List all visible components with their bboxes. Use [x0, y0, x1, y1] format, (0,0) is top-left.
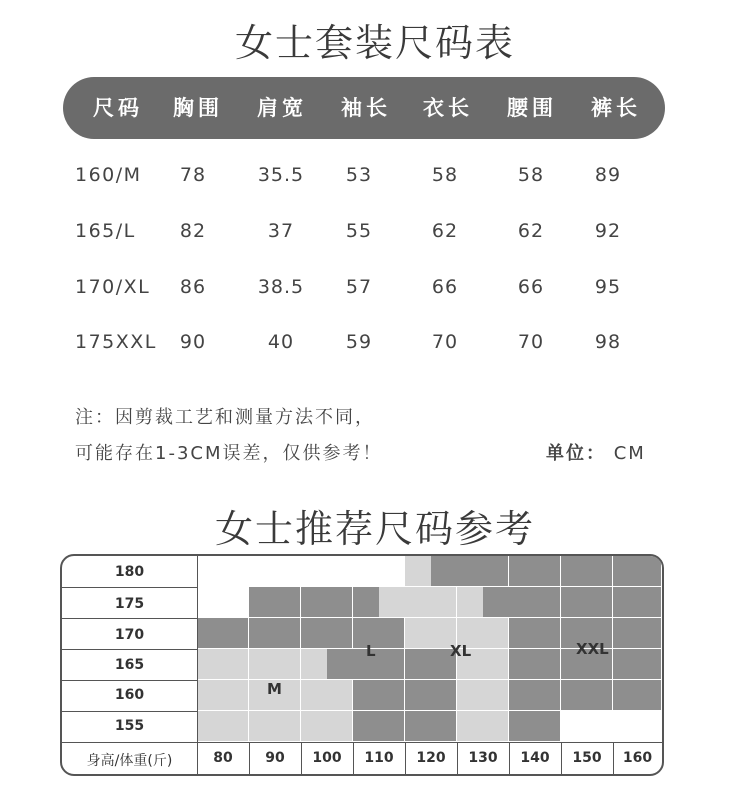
height-label-170: 170 — [114, 627, 145, 643]
weight-label-100: 100 — [312, 750, 342, 766]
pants-length-cell: 92 — [594, 220, 622, 242]
grid-cell — [509, 556, 561, 587]
grid-cell — [613, 680, 662, 711]
grid-cell — [483, 587, 509, 618]
grid-cell — [249, 587, 301, 618]
size-cell: 165/L — [75, 220, 136, 242]
grid-cell — [197, 556, 249, 587]
sleeve-cell: 53 — [345, 164, 373, 186]
grid-cell — [197, 680, 249, 711]
size-row — [0, 276, 750, 306]
zone-label-m: M — [267, 680, 282, 698]
grid-cell — [301, 680, 353, 711]
grid-cell — [613, 556, 662, 587]
weight-label-90: 90 — [265, 750, 285, 766]
grid-cell — [249, 618, 301, 649]
shoulder-cell: 40 — [267, 331, 295, 353]
waist-cell: 70 — [517, 331, 545, 353]
grid-cell — [561, 587, 613, 618]
grid-cell — [197, 649, 249, 680]
header-bust: 胸围 — [173, 96, 223, 120]
grid-line — [62, 649, 197, 650]
shoulder-cell: 37 — [267, 220, 295, 242]
grid-cell — [509, 649, 561, 680]
header-sleeve: 袖长 — [341, 96, 391, 120]
axis-label: 身高/体重(斤) — [86, 753, 173, 769]
grid-cell — [457, 556, 509, 587]
size-cell: 160/M — [75, 164, 142, 186]
height-label-165: 165 — [114, 657, 145, 673]
recommend-title: 女士推荐尺码参考 — [214, 507, 535, 551]
grid-cell — [379, 587, 405, 618]
grid-cell — [301, 587, 353, 618]
grid-cell — [353, 587, 379, 618]
bust-cell: 90 — [179, 331, 207, 353]
length-cell: 70 — [431, 331, 459, 353]
grid-cell — [509, 711, 561, 742]
grid-cell — [509, 618, 561, 649]
grid-line — [62, 587, 197, 588]
size-cell: 175XXL — [75, 331, 157, 353]
zone-label-xl: XL — [450, 642, 472, 660]
sleeve-cell: 55 — [345, 220, 373, 242]
grid-cell — [197, 711, 249, 742]
grid-cell — [613, 649, 662, 680]
weight-label-150: 150 — [572, 750, 602, 766]
weight-label-120: 120 — [416, 750, 446, 766]
grid-line — [62, 618, 197, 619]
zone-label-xxl: XXL — [576, 640, 609, 658]
header-waist: 腰围 — [507, 96, 557, 120]
grid-cell — [405, 556, 431, 587]
unit-label — [546, 439, 646, 465]
length-cell: 66 — [431, 276, 459, 298]
header-shoulder: 肩宽 — [257, 96, 307, 120]
grid-cell — [249, 649, 301, 680]
grid-cell — [509, 680, 561, 711]
height-label-180: 180 — [114, 564, 145, 580]
shoulder-cell: 35.5 — [257, 164, 305, 186]
weight-label-160: 160 — [622, 750, 653, 766]
size-row — [0, 164, 750, 194]
bust-cell: 78 — [179, 164, 207, 186]
zone-label-l: L — [366, 642, 376, 660]
length-cell: 62 — [431, 220, 459, 242]
grid-line — [509, 742, 510, 774]
grid-cell — [431, 556, 457, 587]
weight-label-130: 130 — [468, 750, 498, 766]
grid-cell — [613, 618, 662, 649]
grid-cell — [405, 680, 457, 711]
grid-line — [405, 742, 406, 774]
height-label-160: 160 — [114, 687, 145, 703]
header-pants-length: 裤长 — [591, 96, 641, 120]
size-row — [0, 220, 750, 250]
grid-cell — [457, 680, 509, 711]
grid-line — [62, 742, 197, 743]
grid-cell — [301, 649, 327, 680]
size-row — [0, 331, 750, 361]
header-size: 尺码 — [93, 96, 143, 120]
grid-line — [62, 711, 197, 712]
weight-label-110: 110 — [364, 750, 394, 766]
waist-cell: 66 — [517, 276, 545, 298]
length-cell: 58 — [431, 164, 459, 186]
grid-cell — [405, 587, 457, 618]
grid-cell — [613, 587, 662, 618]
grid-cell — [457, 587, 483, 618]
grid-line — [197, 742, 662, 743]
grid-cell — [353, 556, 405, 587]
grid-cell — [301, 711, 353, 742]
grid-cell — [353, 649, 405, 680]
grid-line — [353, 742, 354, 774]
note-line-2: 可能存在1-3CM误差，仅供参考！ — [75, 443, 383, 464]
waist-cell: 58 — [517, 164, 545, 186]
grid-cell — [561, 556, 613, 587]
grid-cell — [301, 556, 353, 587]
grid-line — [301, 742, 302, 774]
grid-cell — [457, 711, 509, 742]
sleeve-cell: 57 — [345, 276, 373, 298]
grid-cell — [561, 680, 613, 711]
pants-length-cell: 89 — [594, 164, 622, 186]
weight-label-80: 80 — [213, 750, 233, 766]
grid-cell — [353, 711, 405, 742]
grid-cell — [327, 649, 353, 680]
grid-line — [613, 742, 614, 774]
note-line-1: 注：因剪裁工艺和测量方法不同， — [75, 407, 375, 428]
grid-cell — [613, 711, 662, 742]
pants-length-cell: 95 — [594, 276, 622, 298]
grid-cell — [249, 556, 301, 587]
grid-line — [249, 742, 250, 774]
grid-cell — [301, 618, 353, 649]
sleeve-cell: 59 — [345, 331, 373, 353]
grid-cell — [197, 587, 249, 618]
bust-cell: 82 — [179, 220, 207, 242]
size-chart-header — [63, 77, 665, 139]
grid-line — [561, 742, 562, 774]
grid-cell — [353, 680, 405, 711]
size-cell: 170/XL — [75, 276, 151, 298]
header-length: 衣长 — [423, 96, 473, 120]
grid-cell — [405, 711, 457, 742]
waist-cell: 62 — [517, 220, 545, 242]
grid-line — [62, 680, 197, 681]
unit-value: CM — [613, 443, 646, 464]
unit-label-text: 单位： — [546, 443, 606, 464]
size-chart-title: 女士套装尺码表 — [234, 21, 515, 65]
grid-cell — [509, 587, 561, 618]
height-label-155: 155 — [114, 718, 145, 734]
grid-cell — [561, 711, 613, 742]
bust-cell: 86 — [179, 276, 207, 298]
grid-line — [457, 742, 458, 774]
shoulder-cell: 38.5 — [257, 276, 305, 298]
grid-cell — [249, 711, 301, 742]
grid-cell — [197, 618, 249, 649]
weight-label-140: 140 — [520, 750, 550, 766]
height-label-175: 175 — [114, 596, 145, 612]
recommend-grid — [60, 554, 664, 776]
grid-cell — [353, 618, 405, 649]
pants-length-cell: 98 — [594, 331, 622, 353]
